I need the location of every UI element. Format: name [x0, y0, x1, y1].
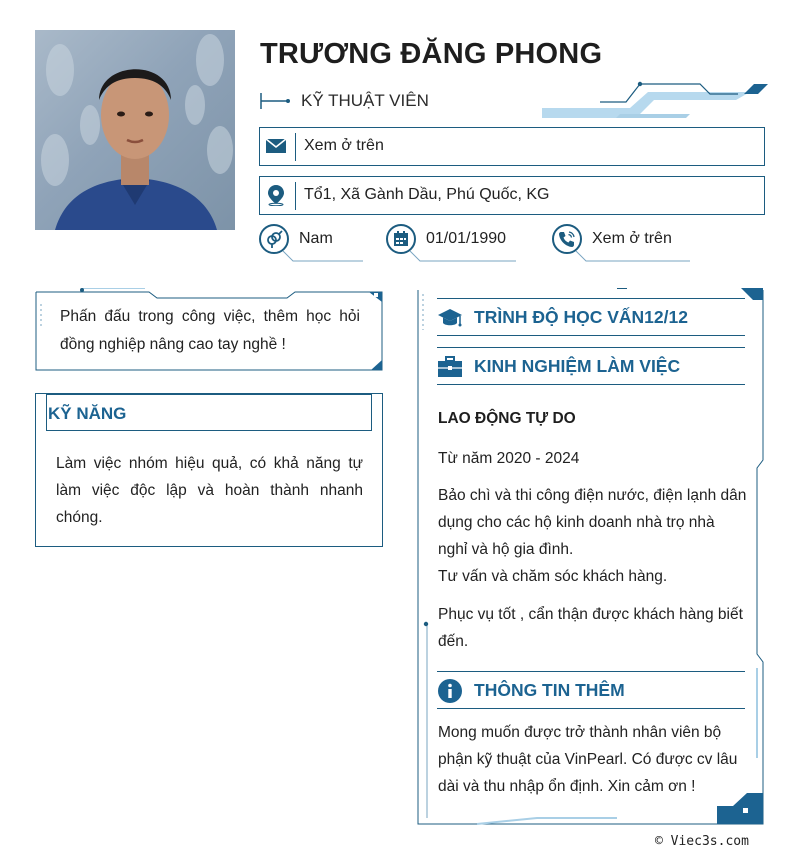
phone-icon-circle: [552, 224, 582, 254]
skills-section: [35, 393, 383, 547]
gender-icon: [265, 230, 283, 248]
birthday-underline: [410, 251, 520, 263]
profile-photo: [35, 30, 235, 230]
experience-heading-bar: [437, 347, 745, 385]
phone-value: Xem ở trên: [592, 230, 672, 247]
experience-description-1: Bảo chì và thi công điện nước, điện lạnh dân dụng cho các hộ kinh doanh nhà trọ nhà nghỉ và hộ gia đình.: [438, 487, 747, 558]
address-separator: [295, 182, 296, 210]
info-icon: [437, 678, 463, 704]
additional-heading: THÔNG TIN THÊM: [474, 680, 625, 700]
experience-heading: KINH NGHIỆM LÀM VIỆC: [474, 356, 681, 376]
objective-text: Phấn đấu trong công việc, thêm học hỏi đồng nghiệp nâng cao tay nghề !: [60, 308, 360, 353]
calendar-icon: [392, 230, 410, 248]
skills-heading: KỸ NĂNG: [48, 404, 127, 423]
email-separator: [295, 133, 296, 161]
profile-photo-illustration: [35, 30, 235, 230]
phone-icon: [558, 230, 576, 248]
graduation-cap-icon: [437, 305, 463, 331]
birthday-item: [386, 224, 526, 264]
education-heading-bar: [437, 298, 745, 336]
header-decoration: [540, 78, 770, 120]
experience-description-3: Phục vụ tốt , cẩn thận được khách hàng biết đến.: [438, 606, 743, 650]
footer-copyright: © Viec3s.com: [655, 834, 749, 849]
birthday-value: 01/01/1990: [426, 230, 507, 247]
birthday-icon-circle: [386, 224, 416, 254]
phone-item: [552, 224, 702, 264]
email-value: Xem ở trên: [304, 137, 384, 154]
experience-company: LAO ĐỘNG TỰ DO: [438, 410, 576, 427]
title-decoration: [260, 92, 290, 110]
experience-period: Từ năm 2020 - 2024: [438, 450, 580, 467]
additional-text: Mong muốn được trở thành nhân viên bộ phận kỹ thuật của VinPearl. Có được cv lâu dài và thu nhập ổn định. Xin cảm ơn !: [438, 724, 738, 795]
job-title: KỸ THUẬT VIÊN: [301, 91, 429, 110]
skills-heading-box: [46, 394, 372, 431]
experience-description-2: Tư vấn và chăm sóc khách hàng.: [438, 568, 668, 585]
right-column: [417, 288, 765, 826]
phone-underline: [576, 251, 692, 263]
address-value: Tổ1, Xã Gành Dầu, Phú Quốc, KG: [304, 186, 550, 203]
gender-icon-circle: [259, 224, 289, 254]
gender-value: Nam: [299, 230, 333, 247]
education-heading: TRÌNH ĐỘ HỌC VẤN12/12: [474, 307, 688, 327]
address-box: [259, 176, 765, 215]
briefcase-icon: [437, 354, 463, 380]
additional-heading-bar: [437, 671, 745, 709]
location-pin-icon: [265, 184, 287, 206]
objective-section: [35, 288, 384, 372]
gender-item: [259, 224, 369, 264]
skills-text: Làm việc nhóm hiệu quả, có khả năng tự làm việc độc lập và hoàn thành nhanh chóng.: [56, 455, 363, 526]
candidate-name: TRƯƠNG ĐĂNG PHONG: [260, 38, 603, 70]
email-box: [259, 127, 765, 166]
gender-underline: [283, 251, 365, 263]
envelope-icon: [265, 135, 287, 157]
